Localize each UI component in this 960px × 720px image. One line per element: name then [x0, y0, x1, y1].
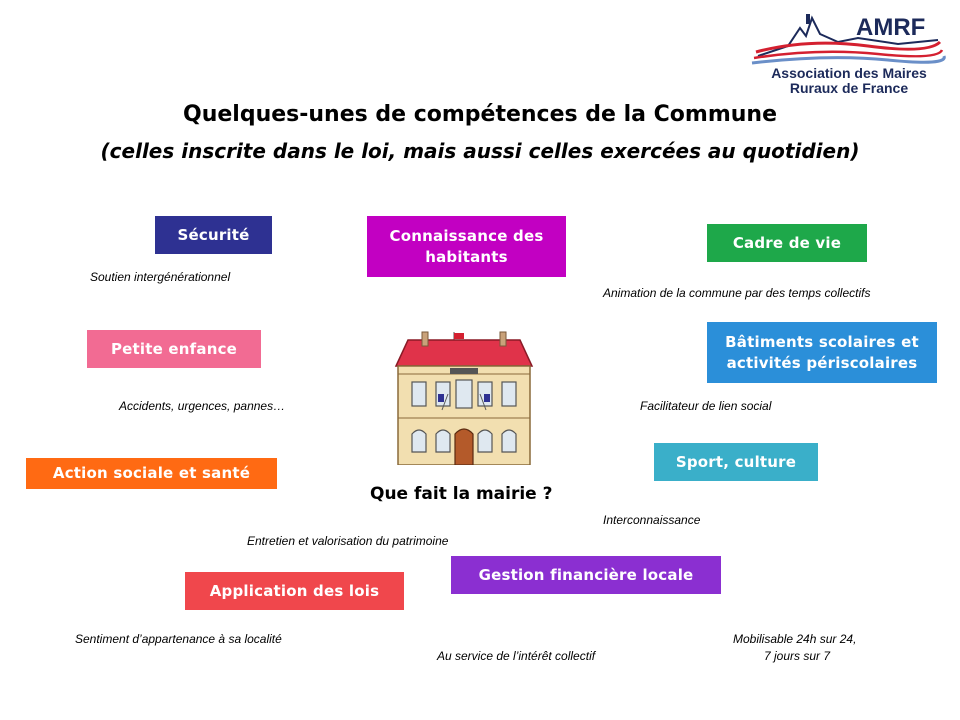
page-subtitle [0, 139, 960, 163]
box-securite: Sécurité [155, 216, 272, 254]
box-cadre-de-vie: Cadre de vie [707, 224, 867, 262]
center-question: Que fait la mairie ? [370, 484, 553, 504]
note-mobilisable-1: Mobilisable 24h sur 24, [733, 632, 857, 646]
town-hall-illustration [392, 330, 536, 465]
note-interconnaissance: Interconnaissance [603, 513, 701, 527]
logo-name: AMRF [856, 14, 926, 41]
note-soutien: Soutien intergénérationnel [90, 270, 231, 284]
note-entretien: Entretien et valorisation du patrimoine [247, 534, 449, 548]
note-mobilisable-2: 7 jours sur 7 [764, 649, 831, 663]
note-animation: Animation de la commune par des temps collectifs [603, 286, 871, 300]
box-action-sociale: Action sociale et santé [26, 458, 277, 489]
amrf-logo [748, 8, 948, 98]
logo-subtitle-line1: Association des Maires [771, 65, 927, 81]
box-application-lois: Application des lois [185, 572, 404, 610]
note-facilitateur: Facilitateur de lien social [640, 399, 772, 413]
box-batiments-scolaires: Bâtiments scolaires et activités périscolaires [707, 322, 937, 383]
note-au-service: Au service de l’intérêt collectif [437, 649, 596, 663]
note-accidents: Accidents, urgences, pannes… [119, 399, 286, 413]
page-subtitle-text: (celles inscrite dans le loi, mais aussi celles exercées au quotidien) [100, 139, 860, 163]
box-connaissance-habitants: Connaissance des habitants [367, 216, 566, 277]
note-sentiment: Sentiment d’appartenance à sa localité [75, 632, 282, 646]
logo-subtitle [754, 66, 944, 96]
town-hall-icon [392, 330, 536, 465]
box-gestion-financiere: Gestion financière locale [451, 556, 721, 594]
logo-subtitle-line2: Ruraux de France [789, 80, 909, 96]
box-sport-culture: Sport, culture [654, 443, 818, 481]
page-title: Quelques-unes de compétences de la Commune [183, 102, 777, 127]
box-petite-enfance: Petite enfance [87, 330, 261, 368]
